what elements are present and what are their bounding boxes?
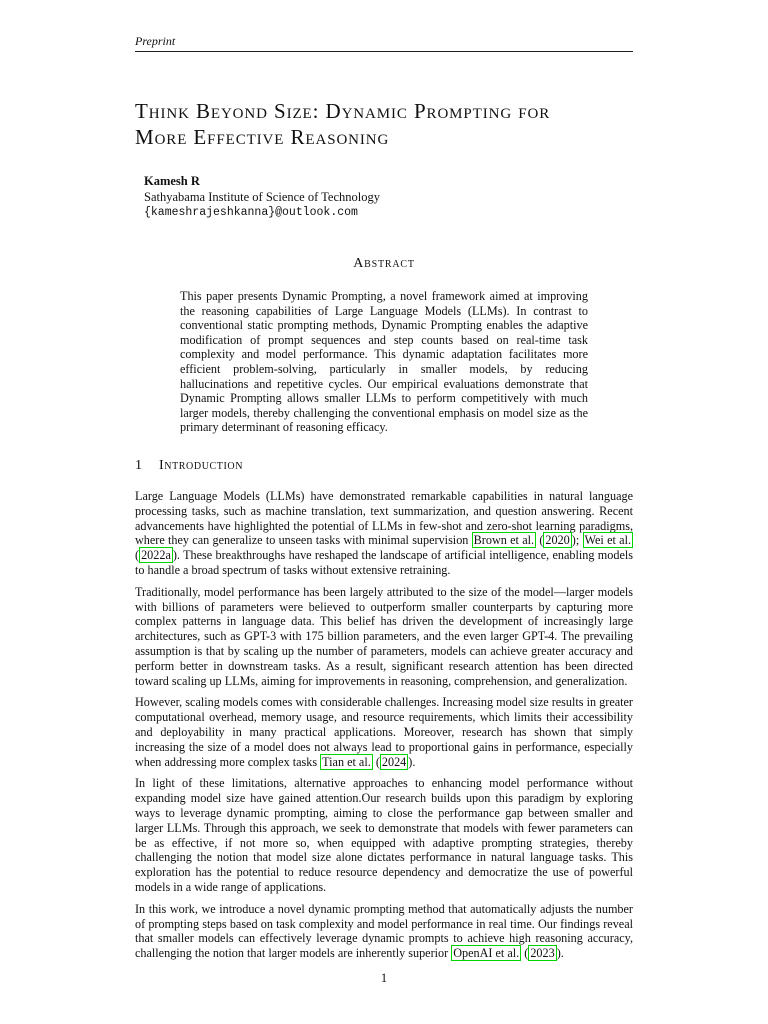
citation-separator: ( <box>372 754 380 769</box>
paragraph-text: However, scaling models comes with considerable challenges. Increasing model size results in greater computational overhead, memory usage, and resource requirements, which limits their accessibility and deployability in many practical applications. Moreover, research has shown that simply increasing the size of a model does not always lead to proportional gains in performance, especially when addressing more complex tasks <box>135 695 633 769</box>
citation-link[interactable]: Brown et al. <box>473 533 535 548</box>
citation-separator: ); <box>571 533 583 548</box>
author-email: {kameshrajeshkanna}@outlook.com <box>144 206 358 219</box>
paragraph-text: ). <box>408 754 416 769</box>
citation-separator: ( <box>536 533 544 548</box>
author-affiliation: Sathyabama Institute of Science of Technology <box>144 190 380 204</box>
citation-link[interactable]: OpenAI et al. <box>453 946 520 961</box>
paragraph-2: Traditionally, model performance has been largely attributed to the size of the model—larger models with billions of parameters were believed to outperform smaller counterparts by capturing more complex patterns in language data. This belief has driven the development of increasingly large architectures, such as GPT-3 with 175 billion parameters, and the even larger GPT-4. The prevailing assumption is that by scaling up the number of parameters, models can achieve greater accuracy and perform better in downstream tasks. As a result, significant research attention has been directed toward scaling up LLMs, aiming for improvements in reasoning, comprehension, and generalization. <box>135 584 633 688</box>
abstract-body: This paper presents Dynamic Prompting, a novel framework aimed at improving the reasoning capabilities of Large Language Models (LLMs). In contrast to conventional static prompting methods, Dynamic Prompting enables the adaptive modification of prompt sequences and step counts based on real-time task complexity and model performance. This dynamic adaptation facilitates more efficient problem-solving, particularly in smaller models, by reducing hallucinations and repetitive cycles. Our empirical evaluations demonstrate that Dynamic Prompting allows smaller LLMs to perform competitively with much larger models, thereby challenging the conventional emphasis on model size as the primary determinant of reasoning efficacy. <box>180 289 588 435</box>
paragraph-1 <box>135 489 633 578</box>
citation-year-link[interactable]: 2020 <box>545 533 570 548</box>
page-number: 1 <box>380 971 388 985</box>
paragraph-text: Large Language Models (LLMs) have demonstrated remarkable capabilities in natural language processing tasks, such as machine translation, text summarization, and question answering. Recent advancements have highlighted the potential of LLMs in few-shot and zero-shot learning paradigms, where they can generalize to unseen tasks with minimal supervision <box>135 489 633 548</box>
citation-link[interactable]: Wei et al. <box>584 533 632 548</box>
citation-separator: ( <box>521 946 529 961</box>
body-text <box>135 489 633 968</box>
paragraph-3 <box>135 695 633 769</box>
citation-year-link[interactable]: 2024 <box>381 754 407 769</box>
paper-title <box>135 98 640 150</box>
title-line-2: More Effective Reasoning <box>135 125 390 149</box>
title-line-1: Think Beyond Size: Dynamic Prompting for <box>135 99 551 123</box>
author-block <box>144 173 624 221</box>
citation-separator: ( <box>135 548 140 563</box>
paragraph-text: ). These breakthroughs have reshaped the landscape of artificial intelligence, enabling models to handle a broad spectrum of tasks without extensive retraining. <box>135 548 633 577</box>
paragraph-4: In light of these limitations, alternative approaches to enhancing model performance without expanding model size have gained attention.Our research builds upon this paradigm by exploring ways to leverage dynamic prompting, aiming to close the performance gap between smaller and larger LLMs. Through this approach, we seek to demonstrate that models with fewer parameters can be as effective, if not more so, when equipped with adaptive prompting strategies, thereby challenging the notion that model size alone dictates performance in natural language tasks. This exploration has the potential to reduce resource dependency and democratize the use of powerful models in a wide range of applications. <box>135 776 633 894</box>
running-head: Preprint <box>135 33 633 52</box>
citation-year-link[interactable]: 2022a <box>141 548 171 563</box>
citation-link[interactable]: Tian et al. <box>322 754 371 769</box>
abstract-heading: Abstract <box>353 256 415 271</box>
section-heading <box>135 457 633 475</box>
section-number: 1 <box>135 458 143 473</box>
citation-year-link[interactable]: 2023 <box>530 946 555 961</box>
paragraph-text: In this work, we introduce a novel dynamic prompting method that automatically adjusts the number of prompting steps based on task complexity and model performance in real time. Our findings reveal that smaller models can effectively leverage dynamic prompts to achieve high reasoning accuracy, challenging the notion that larger models are inherently superior <box>135 901 633 961</box>
paragraph-text: ). <box>556 946 564 961</box>
author-name: Kamesh R <box>144 174 200 188</box>
paragraph-5 <box>135 902 633 961</box>
section-title: Introduction <box>159 458 244 473</box>
